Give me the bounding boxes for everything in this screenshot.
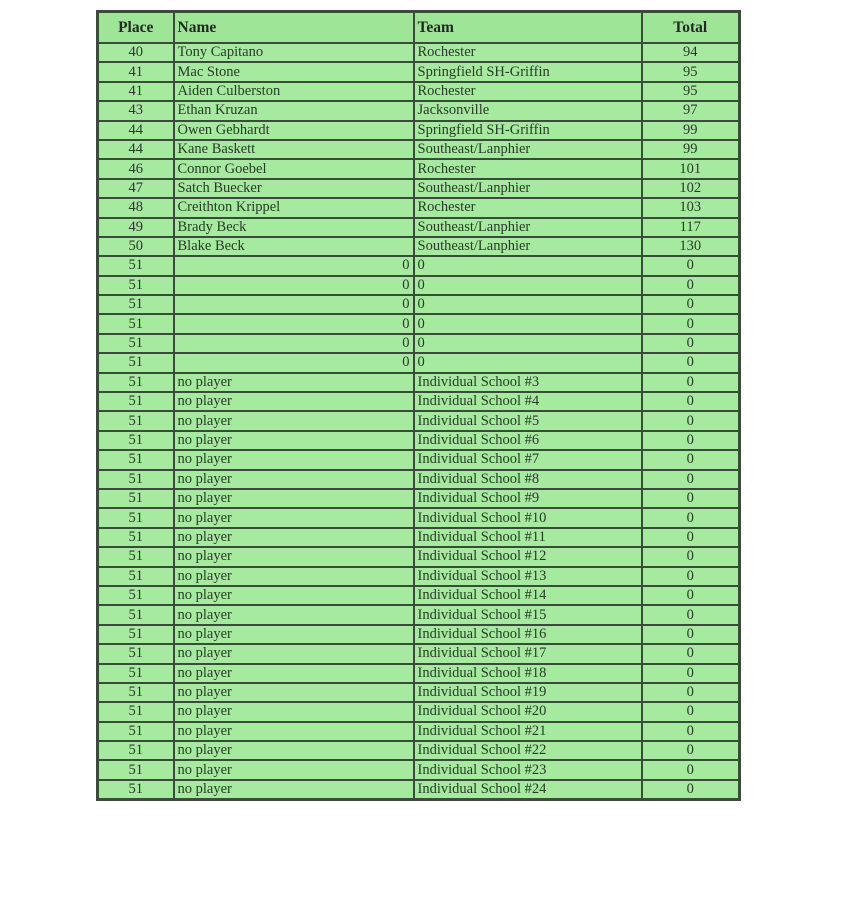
- cell-place: 51: [98, 470, 174, 489]
- table-row: [98, 373, 740, 392]
- cell-place: 44: [98, 140, 174, 159]
- cell-total: 97: [642, 101, 740, 120]
- cell-total: 0: [642, 528, 740, 547]
- table-row: [98, 256, 740, 275]
- cell-name: no player: [174, 586, 414, 605]
- header-place: Place: [98, 12, 174, 44]
- cell-total: 0: [642, 295, 740, 314]
- cell-place: 51: [98, 489, 174, 508]
- cell-total: 94: [642, 43, 740, 62]
- table-row: [98, 586, 740, 605]
- table-row: [98, 62, 740, 81]
- cell-total: 0: [642, 431, 740, 450]
- cell-place: 51: [98, 644, 174, 663]
- cell-place: 51: [98, 256, 174, 275]
- cell-total: 0: [642, 760, 740, 779]
- table-row: [98, 431, 740, 450]
- cell-name: no player: [174, 373, 414, 392]
- cell-name: no player: [174, 567, 414, 586]
- cell-total: 0: [642, 741, 740, 760]
- cell-place: 51: [98, 586, 174, 605]
- cell-total: 0: [642, 353, 740, 372]
- cell-total: 0: [642, 334, 740, 353]
- cell-team: Individual School #7: [414, 450, 642, 469]
- table-row: [98, 276, 740, 295]
- cell-place: 51: [98, 314, 174, 333]
- cell-place: 51: [98, 567, 174, 586]
- cell-team: Individual School #23: [414, 760, 642, 779]
- cell-team: Rochester: [414, 198, 642, 217]
- cell-team: Individual School #10: [414, 508, 642, 527]
- cell-total: 0: [642, 586, 740, 605]
- cell-name: Blake Beck: [174, 237, 414, 256]
- cell-name: no player: [174, 605, 414, 624]
- table-row: [98, 644, 740, 663]
- cell-total: 0: [642, 256, 740, 275]
- cell-place: 51: [98, 664, 174, 683]
- cell-name: no player: [174, 683, 414, 702]
- cell-name: no player: [174, 741, 414, 760]
- cell-team: Individual School #3: [414, 373, 642, 392]
- cell-total: 95: [642, 62, 740, 81]
- cell-team: Individual School #20: [414, 702, 642, 721]
- cell-place: 40: [98, 43, 174, 62]
- cell-team: Southeast/Lanphier: [414, 140, 642, 159]
- cell-name: no player: [174, 470, 414, 489]
- cell-team: Individual School #15: [414, 605, 642, 624]
- cell-place: 51: [98, 683, 174, 702]
- cell-team: Individual School #5: [414, 411, 642, 430]
- cell-place: 51: [98, 392, 174, 411]
- cell-place: 51: [98, 625, 174, 644]
- cell-team: Individual School #24: [414, 780, 642, 800]
- table-row: [98, 43, 740, 62]
- table-row: [98, 140, 740, 159]
- cell-name: no player: [174, 644, 414, 663]
- cell-total: 0: [642, 664, 740, 683]
- cell-place: 51: [98, 334, 174, 353]
- table-row: [98, 314, 740, 333]
- table-row: [98, 179, 740, 198]
- table-row: [98, 392, 740, 411]
- cell-team: Southeast/Lanphier: [414, 218, 642, 237]
- cell-team: Jacksonville: [414, 101, 642, 120]
- cell-name: Satch Buecker: [174, 179, 414, 198]
- cell-team: Southeast/Lanphier: [414, 179, 642, 198]
- cell-name: Connor Goebel: [174, 159, 414, 178]
- cell-team: Individual School #4: [414, 392, 642, 411]
- cell-place: 51: [98, 605, 174, 624]
- cell-total: 103: [642, 198, 740, 217]
- table-row: [98, 780, 740, 800]
- table-row: [98, 702, 740, 721]
- cell-team: Springfield SH-Griffin: [414, 121, 642, 140]
- cell-total: 0: [642, 702, 740, 721]
- cell-total: 0: [642, 605, 740, 624]
- table-row: [98, 683, 740, 702]
- table-row: [98, 508, 740, 527]
- table-row: [98, 237, 740, 256]
- table-row: [98, 450, 740, 469]
- cell-place: 51: [98, 780, 174, 800]
- cell-total: 0: [642, 373, 740, 392]
- cell-name: no player: [174, 625, 414, 644]
- cell-place: 51: [98, 295, 174, 314]
- cell-team: 0: [414, 295, 642, 314]
- cell-team: Rochester: [414, 82, 642, 101]
- table-row: [98, 528, 740, 547]
- cell-name: no player: [174, 702, 414, 721]
- cell-name: no player: [174, 547, 414, 566]
- cell-total: 0: [642, 470, 740, 489]
- cell-place: 51: [98, 547, 174, 566]
- cell-place: 51: [98, 450, 174, 469]
- cell-name: Ethan Kruzan: [174, 101, 414, 120]
- cell-name: no player: [174, 664, 414, 683]
- cell-name: Brady Beck: [174, 218, 414, 237]
- table-row: [98, 82, 740, 101]
- cell-team: Individual School #22: [414, 741, 642, 760]
- table-row: [98, 489, 740, 508]
- cell-total: 101: [642, 159, 740, 178]
- cell-total: 99: [642, 121, 740, 140]
- cell-name: no player: [174, 489, 414, 508]
- cell-total: 0: [642, 683, 740, 702]
- cell-name: 0: [174, 334, 414, 353]
- cell-team: Individual School #14: [414, 586, 642, 605]
- cell-name: no player: [174, 411, 414, 430]
- cell-name: no player: [174, 508, 414, 527]
- cell-total: 95: [642, 82, 740, 101]
- cell-total: 0: [642, 489, 740, 508]
- table-body: [98, 43, 740, 800]
- table-row: [98, 605, 740, 624]
- cell-place: 48: [98, 198, 174, 217]
- cell-place: 51: [98, 760, 174, 779]
- header-team: Team: [414, 12, 642, 44]
- cell-name: 0: [174, 256, 414, 275]
- table-row: [98, 101, 740, 120]
- table-row: [98, 625, 740, 644]
- cell-total: 0: [642, 392, 740, 411]
- table-row: [98, 295, 740, 314]
- cell-place: 50: [98, 237, 174, 256]
- cell-total: 102: [642, 179, 740, 198]
- cell-name: Tony Capitano: [174, 43, 414, 62]
- table-row: [98, 547, 740, 566]
- cell-name: no player: [174, 528, 414, 547]
- cell-total: 99: [642, 140, 740, 159]
- cell-name: Aiden Culberston: [174, 82, 414, 101]
- cell-team: Rochester: [414, 159, 642, 178]
- cell-place: 51: [98, 528, 174, 547]
- cell-place: 46: [98, 159, 174, 178]
- cell-team: Individual School #16: [414, 625, 642, 644]
- cell-place: 44: [98, 121, 174, 140]
- cell-team: Individual School #17: [414, 644, 642, 663]
- cell-team: Individual School #8: [414, 470, 642, 489]
- cell-team: Individual School #11: [414, 528, 642, 547]
- cell-name: Mac Stone: [174, 62, 414, 81]
- cell-team: Individual School #19: [414, 683, 642, 702]
- cell-place: 51: [98, 411, 174, 430]
- cell-team: 0: [414, 334, 642, 353]
- cell-total: 117: [642, 218, 740, 237]
- table-row: [98, 218, 740, 237]
- table-row: [98, 722, 740, 741]
- cell-team: Individual School #6: [414, 431, 642, 450]
- cell-team: Individual School #12: [414, 547, 642, 566]
- cell-total: 0: [642, 780, 740, 800]
- cell-total: 0: [642, 567, 740, 586]
- cell-place: 51: [98, 276, 174, 295]
- cell-place: 51: [98, 722, 174, 741]
- table-row: [98, 470, 740, 489]
- cell-name: no player: [174, 780, 414, 800]
- table-row: [98, 121, 740, 140]
- cell-place: 51: [98, 508, 174, 527]
- cell-name: no player: [174, 431, 414, 450]
- cell-name: no player: [174, 760, 414, 779]
- table-row: [98, 567, 740, 586]
- header-name: Name: [174, 12, 414, 44]
- cell-team: 0: [414, 276, 642, 295]
- cell-team: Individual School #21: [414, 722, 642, 741]
- cell-name: Owen Gebhardt: [174, 121, 414, 140]
- cell-total: 0: [642, 722, 740, 741]
- cell-total: 0: [642, 644, 740, 663]
- cell-team: Individual School #18: [414, 664, 642, 683]
- header-total: Total: [642, 12, 740, 44]
- cell-name: 0: [174, 295, 414, 314]
- table-row: [98, 198, 740, 217]
- cell-team: Rochester: [414, 43, 642, 62]
- cell-team: Southeast/Lanphier: [414, 237, 642, 256]
- cell-name: 0: [174, 276, 414, 295]
- cell-total: 0: [642, 411, 740, 430]
- cell-team: Individual School #13: [414, 567, 642, 586]
- table-row: [98, 159, 740, 178]
- cell-place: 43: [98, 101, 174, 120]
- cell-team: Individual School #9: [414, 489, 642, 508]
- cell-team: 0: [414, 314, 642, 333]
- table-row: [98, 760, 740, 779]
- cell-name: no player: [174, 450, 414, 469]
- cell-place: 51: [98, 431, 174, 450]
- cell-name: Creithton Krippel: [174, 198, 414, 217]
- cell-team: Springfield SH-Griffin: [414, 62, 642, 81]
- table-row: [98, 353, 740, 372]
- cell-place: 51: [98, 702, 174, 721]
- cell-total: 0: [642, 508, 740, 527]
- cell-place: 51: [98, 353, 174, 372]
- cell-name: Kane Baskett: [174, 140, 414, 159]
- cell-name: no player: [174, 722, 414, 741]
- cell-total: 130: [642, 237, 740, 256]
- cell-team: 0: [414, 353, 642, 372]
- cell-total: 0: [642, 547, 740, 566]
- cell-place: 49: [98, 218, 174, 237]
- cell-total: 0: [642, 625, 740, 644]
- cell-place: 47: [98, 179, 174, 198]
- cell-place: 51: [98, 373, 174, 392]
- table-row: [98, 334, 740, 353]
- cell-team: 0: [414, 256, 642, 275]
- cell-place: 41: [98, 82, 174, 101]
- cell-total: 0: [642, 276, 740, 295]
- header-row: [98, 12, 740, 44]
- cell-place: 41: [98, 62, 174, 81]
- cell-total: 0: [642, 314, 740, 333]
- cell-name: 0: [174, 314, 414, 333]
- table-row: [98, 411, 740, 430]
- table-row: [98, 741, 740, 760]
- cell-place: 51: [98, 741, 174, 760]
- cell-name: no player: [174, 392, 414, 411]
- cell-name: 0: [174, 353, 414, 372]
- table-row: [98, 664, 740, 683]
- cell-total: 0: [642, 450, 740, 469]
- results-table: [96, 10, 741, 801]
